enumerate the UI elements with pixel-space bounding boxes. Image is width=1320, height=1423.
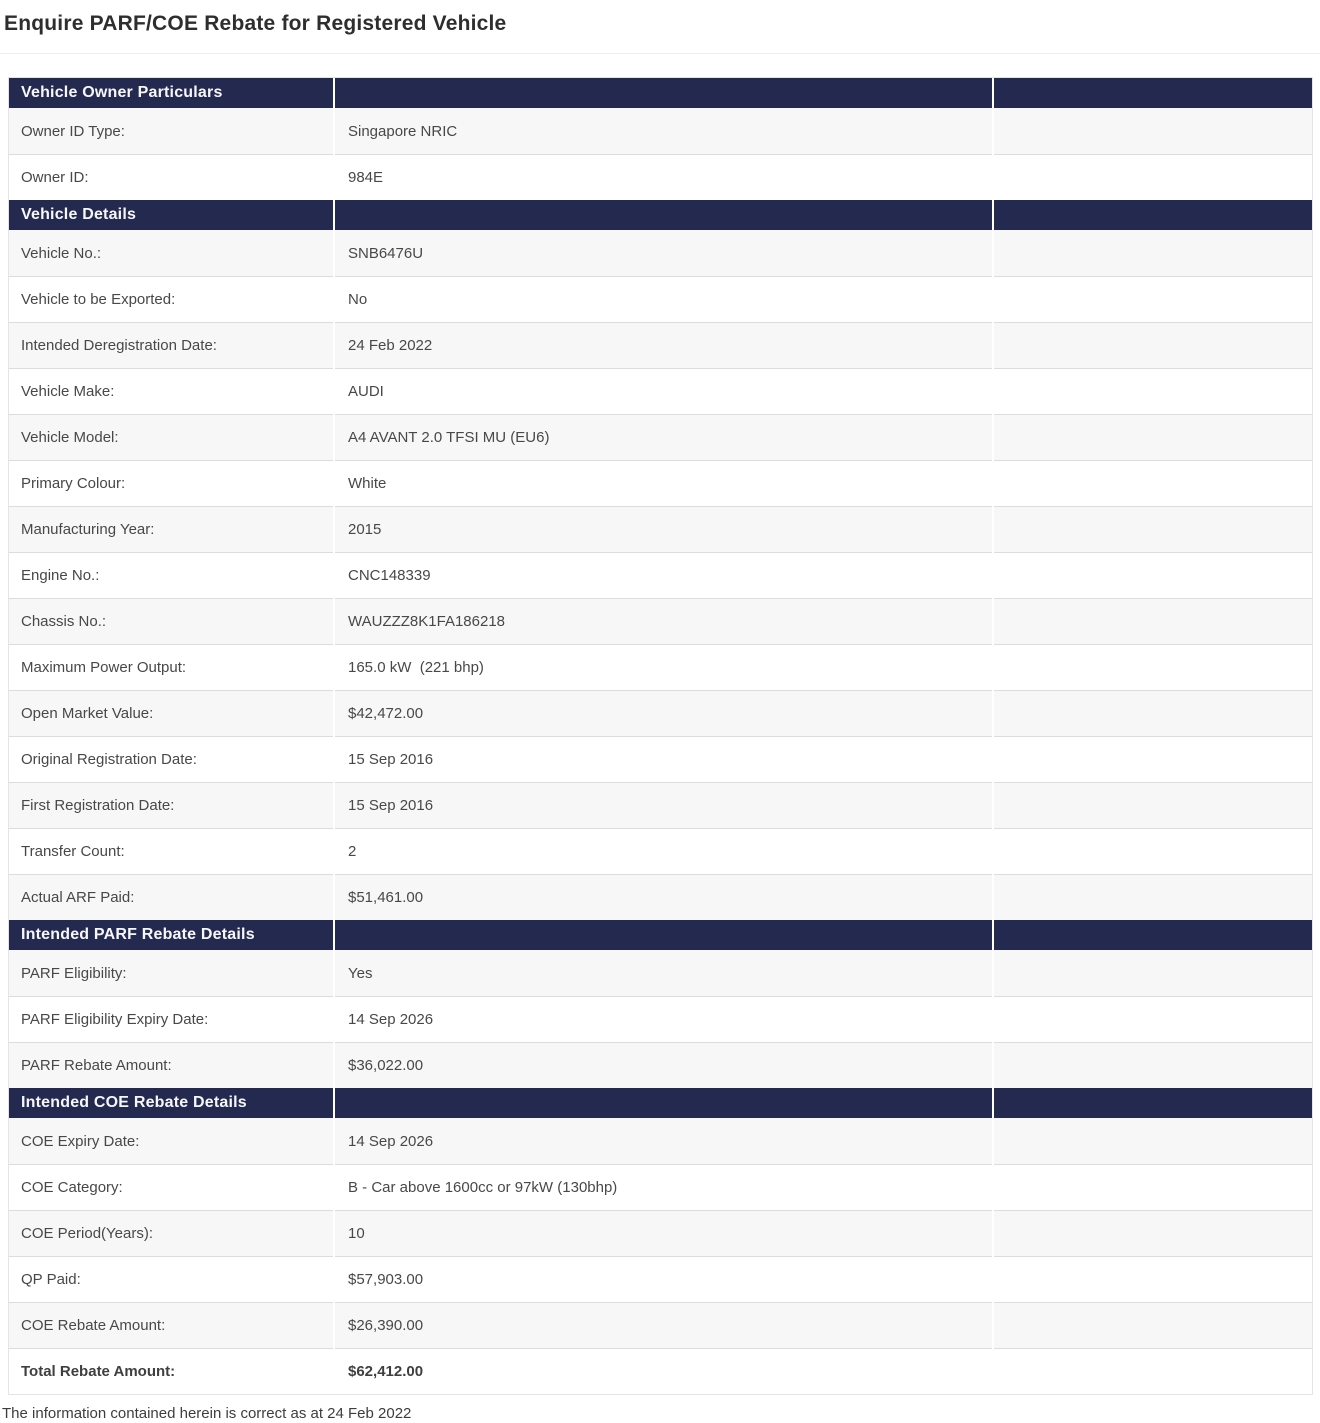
row-empty-cell <box>994 874 1312 920</box>
section-title: Intended COE Rebate Details <box>9 1088 333 1118</box>
section-header <box>9 200 1312 230</box>
row-empty-cell <box>994 368 1312 414</box>
table-row <box>9 154 1312 200</box>
page-title: Enquire PARF/COE Rebate for Registered Vehicle <box>4 12 507 35</box>
row-value: Yes <box>335 950 992 996</box>
row-empty-cell <box>994 460 1312 506</box>
title-divider <box>0 53 1320 54</box>
row-value: 165.0 kW (221 bhp) <box>335 644 992 690</box>
table-row <box>9 1118 1312 1164</box>
row-value: No <box>335 276 992 322</box>
row-label: Vehicle No.: <box>9 230 333 276</box>
row-value: WAUZZZ8K1FA186218 <box>335 598 992 644</box>
row-value: 24 Feb 2022 <box>335 322 992 368</box>
section-title: Vehicle Details <box>9 200 333 230</box>
row-value: $36,022.00 <box>335 1042 992 1088</box>
row-label: First Registration Date: <box>9 782 333 828</box>
row-value: AUDI <box>335 368 992 414</box>
row-value: $51,461.00 <box>335 874 992 920</box>
section-header-spacer <box>994 200 1312 230</box>
table-row <box>9 644 1312 690</box>
row-empty-cell <box>994 644 1312 690</box>
row-label: Chassis No.: <box>9 598 333 644</box>
row-value: Singapore NRIC <box>335 108 992 154</box>
row-empty-cell <box>994 154 1312 200</box>
section-title: Vehicle Owner Particulars <box>9 78 333 108</box>
table-row <box>9 874 1312 920</box>
row-empty-cell <box>994 552 1312 598</box>
row-label: Owner ID: <box>9 154 333 200</box>
row-empty-cell <box>994 950 1312 996</box>
table-row <box>9 108 1312 154</box>
row-label: QP Paid: <box>9 1256 333 1302</box>
row-label: Original Registration Date: <box>9 736 333 782</box>
table-row <box>9 1256 1312 1302</box>
row-value: White <box>335 460 992 506</box>
row-label: COE Rebate Amount: <box>9 1302 333 1348</box>
row-label: Vehicle Make: <box>9 368 333 414</box>
row-value: $62,412.00 <box>335 1348 992 1394</box>
table-row <box>9 460 1312 506</box>
row-value: A4 AVANT 2.0 TFSI MU (EU6) <box>335 414 992 460</box>
section-header-spacer <box>335 920 992 950</box>
section-header <box>9 78 1312 108</box>
table-section <box>9 920 1312 1088</box>
row-empty-cell <box>994 322 1312 368</box>
table-row <box>9 506 1312 552</box>
row-empty-cell <box>994 1118 1312 1164</box>
row-value: CNC148339 <box>335 552 992 598</box>
row-empty-cell <box>994 230 1312 276</box>
table-row <box>9 598 1312 644</box>
table-row <box>9 736 1312 782</box>
table-row <box>9 782 1312 828</box>
table-row <box>9 322 1312 368</box>
row-value: $42,472.00 <box>335 690 992 736</box>
row-empty-cell <box>994 1348 1312 1394</box>
row-value: 14 Sep 2026 <box>335 1118 992 1164</box>
row-value: $57,903.00 <box>335 1256 992 1302</box>
row-empty-cell <box>994 506 1312 552</box>
section-header <box>9 920 1312 950</box>
row-value: SNB6476U <box>335 230 992 276</box>
row-empty-cell <box>994 414 1312 460</box>
table-row <box>9 368 1312 414</box>
table-row <box>9 690 1312 736</box>
table-row <box>9 230 1312 276</box>
section-header-spacer <box>335 1088 992 1118</box>
table-row <box>9 1348 1312 1394</box>
section-header-spacer <box>994 1088 1312 1118</box>
table-row <box>9 276 1312 322</box>
row-value: 2015 <box>335 506 992 552</box>
table-section <box>9 78 1312 200</box>
row-label: PARF Eligibility Expiry Date: <box>9 996 333 1042</box>
section-header-spacer <box>994 78 1312 108</box>
page <box>0 10 1320 1423</box>
rebate-enquiry-table <box>8 77 1313 1395</box>
row-value: 15 Sep 2016 <box>335 782 992 828</box>
section-header-spacer <box>335 200 992 230</box>
table-row <box>9 414 1312 460</box>
row-empty-cell <box>994 598 1312 644</box>
row-value: B - Car above 1600cc or 97kW (130bhp) <box>335 1164 992 1210</box>
row-empty-cell <box>994 782 1312 828</box>
row-value: 15 Sep 2016 <box>335 736 992 782</box>
table-section <box>9 200 1312 920</box>
table-row <box>9 552 1312 598</box>
table-row <box>9 1302 1312 1348</box>
table-row <box>9 950 1312 996</box>
table-row <box>9 1042 1312 1088</box>
row-value: 10 <box>335 1210 992 1256</box>
row-empty-cell <box>994 276 1312 322</box>
row-label: Open Market Value: <box>9 690 333 736</box>
section-header <box>9 1088 1312 1118</box>
row-empty-cell <box>994 996 1312 1042</box>
footer-note: The information contained herein is correct as at 24 Feb 2022 <box>2 1405 412 1422</box>
row-label: Primary Colour: <box>9 460 333 506</box>
row-empty-cell <box>994 1164 1312 1210</box>
row-label: Transfer Count: <box>9 828 333 874</box>
row-value: 2 <box>335 828 992 874</box>
table-row <box>9 1210 1312 1256</box>
row-empty-cell <box>994 1210 1312 1256</box>
row-label: PARF Eligibility: <box>9 950 333 996</box>
row-label: Actual ARF Paid: <box>9 874 333 920</box>
table-row <box>9 828 1312 874</box>
section-title: Intended PARF Rebate Details <box>9 920 333 950</box>
row-label: Vehicle Model: <box>9 414 333 460</box>
table-row <box>9 1164 1312 1210</box>
row-value: $26,390.00 <box>335 1302 992 1348</box>
row-empty-cell <box>994 690 1312 736</box>
row-label: COE Expiry Date: <box>9 1118 333 1164</box>
row-label: Engine No.: <box>9 552 333 598</box>
row-label: COE Category: <box>9 1164 333 1210</box>
row-label: Vehicle to be Exported: <box>9 276 333 322</box>
row-label: Total Rebate Amount: <box>9 1348 333 1394</box>
row-label: Manufacturing Year: <box>9 506 333 552</box>
row-empty-cell <box>994 1302 1312 1348</box>
row-label: Owner ID Type: <box>9 108 333 154</box>
row-label: PARF Rebate Amount: <box>9 1042 333 1088</box>
row-label: Intended Deregistration Date: <box>9 322 333 368</box>
row-empty-cell <box>994 736 1312 782</box>
row-label: COE Period(Years): <box>9 1210 333 1256</box>
row-empty-cell <box>994 1042 1312 1088</box>
row-empty-cell <box>994 108 1312 154</box>
row-value: 14 Sep 2026 <box>335 996 992 1042</box>
section-header-spacer <box>994 920 1312 950</box>
table-section <box>9 1088 1312 1394</box>
section-header-spacer <box>335 78 992 108</box>
row-label: Maximum Power Output: <box>9 644 333 690</box>
row-empty-cell <box>994 1256 1312 1302</box>
row-empty-cell <box>994 828 1312 874</box>
row-value: 984E <box>335 154 992 200</box>
table-row <box>9 996 1312 1042</box>
